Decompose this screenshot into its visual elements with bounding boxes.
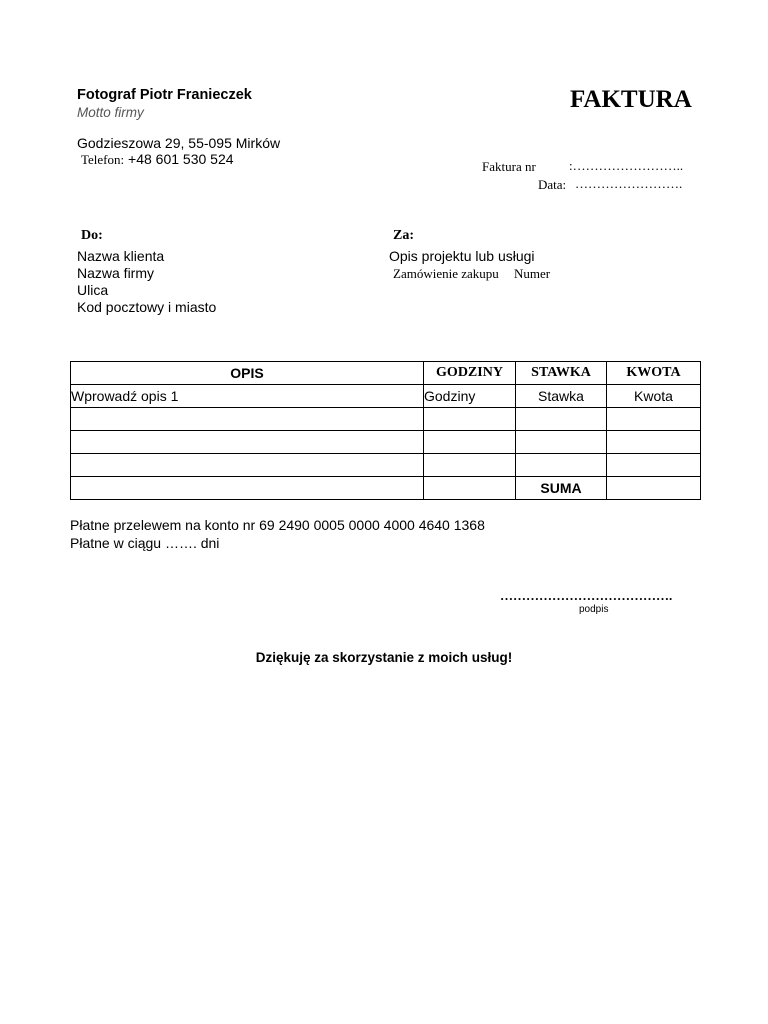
bill-to-heading: Do: bbox=[81, 228, 103, 243]
table-header-row bbox=[71, 362, 701, 385]
table-total-row bbox=[71, 477, 701, 500]
table-row bbox=[71, 454, 701, 477]
document-title: FAKTURA bbox=[570, 86, 692, 113]
empty-cell bbox=[71, 431, 424, 454]
purchase-order-label: Zamówienie zakupu bbox=[393, 266, 499, 281]
total-label: SUMA bbox=[516, 477, 607, 500]
line-items-table bbox=[70, 361, 701, 500]
header-amount: KWOTA bbox=[607, 362, 701, 385]
company-address: Godzieszowa 29, 55-095 Mirków bbox=[77, 135, 281, 151]
row-description: Wprowadź opis 1 bbox=[71, 385, 424, 408]
header-hours: GODZINY bbox=[424, 362, 516, 385]
empty-cell bbox=[424, 408, 516, 431]
signature-label: podpis bbox=[579, 604, 609, 615]
payment-terms: Płatne w ciągu ……. dni bbox=[70, 535, 220, 551]
signature-line: …………………………………. bbox=[500, 588, 673, 603]
phone-number: +48 601 530 524 bbox=[128, 151, 234, 167]
empty-cell bbox=[424, 477, 516, 500]
purchase-order-number: Numer bbox=[514, 266, 551, 281]
for-heading: Za: bbox=[393, 228, 414, 243]
empty-cell bbox=[607, 454, 701, 477]
company-phone-row bbox=[81, 151, 234, 168]
invoice-number-label: Faktura nr bbox=[482, 159, 536, 174]
phone-label: Telefon: bbox=[81, 152, 125, 167]
table-row bbox=[71, 431, 701, 454]
header-description: OPIS bbox=[71, 362, 424, 385]
empty-cell bbox=[71, 477, 424, 500]
company-motto: Motto firmy bbox=[77, 105, 144, 120]
bill-to-block bbox=[77, 248, 216, 316]
payment-account: Płatne przelewem na konto nr 69 2490 0005 0000 4000 4640 1368 bbox=[70, 517, 485, 533]
table-row bbox=[71, 385, 701, 408]
row-hours: Godziny bbox=[424, 385, 516, 408]
client-name: Nazwa klienta bbox=[77, 248, 165, 264]
client-city: Kod pocztowy i miasto bbox=[77, 299, 217, 315]
thank-you-note: Dziękuję za skorzystanie z moich usług! bbox=[255, 650, 513, 665]
total-value bbox=[607, 477, 701, 500]
client-street: Ulica bbox=[77, 282, 109, 298]
empty-cell bbox=[516, 431, 607, 454]
invoice-date-value: ……………………. bbox=[575, 176, 683, 191]
empty-cell bbox=[424, 454, 516, 477]
empty-cell bbox=[71, 454, 424, 477]
row-amount: Kwota bbox=[607, 385, 701, 408]
row-rate: Stawka bbox=[516, 385, 607, 408]
client-company: Nazwa firmy bbox=[77, 265, 155, 281]
empty-cell bbox=[516, 408, 607, 431]
empty-cell bbox=[516, 454, 607, 477]
company-name: Fotograf Piotr Franieczek bbox=[77, 87, 252, 103]
invoice-number-value: :…………………….. bbox=[569, 158, 684, 173]
empty-cell bbox=[607, 408, 701, 431]
table-row bbox=[71, 408, 701, 431]
header-rate: STAWKA bbox=[516, 362, 607, 385]
empty-cell bbox=[71, 408, 424, 431]
empty-cell bbox=[607, 431, 701, 454]
purchase-order bbox=[393, 266, 550, 282]
invoice-date-label: Data: bbox=[538, 177, 567, 192]
empty-cell bbox=[424, 431, 516, 454]
project-description: Opis projektu lub usługi bbox=[389, 248, 535, 264]
